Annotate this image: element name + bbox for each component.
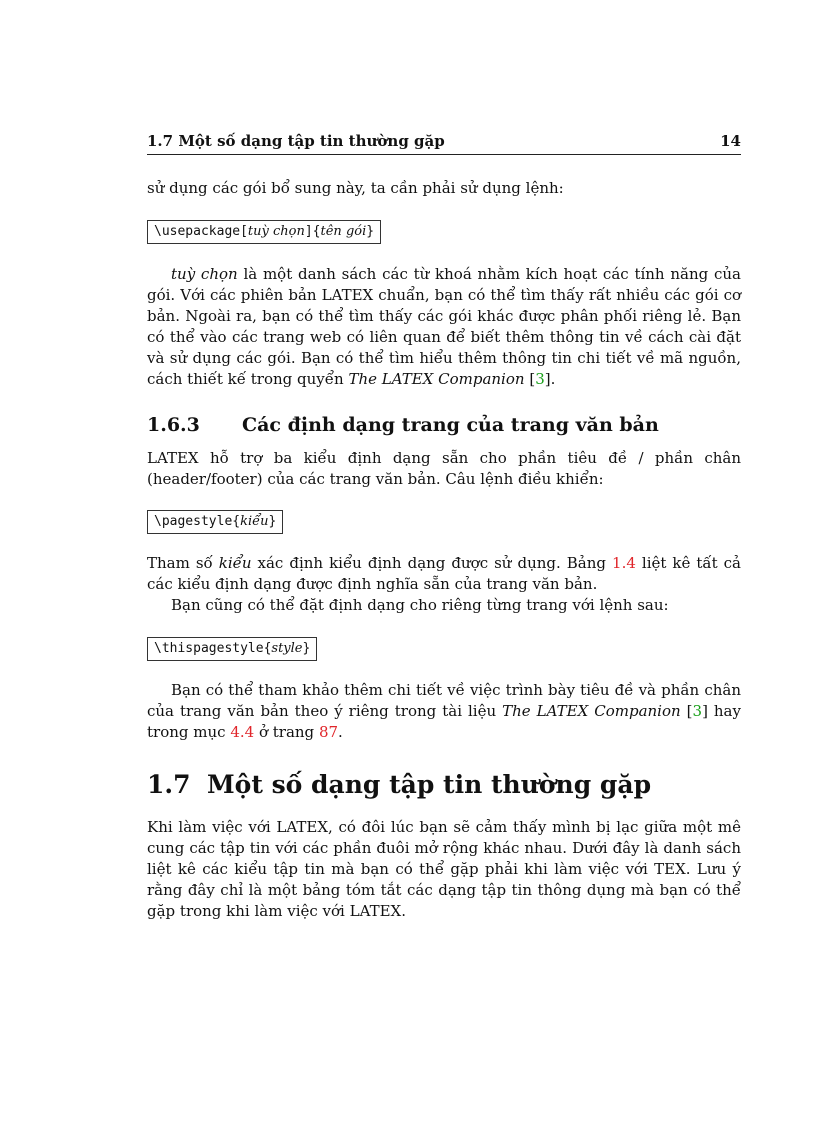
paragraph-param <box>147 553 741 595</box>
text: [ <box>680 702 693 720</box>
text: [ <box>524 370 536 388</box>
running-header <box>147 132 741 155</box>
paragraph-pagestyle: LATEX hỗ trợ ba kiểu định dạng sẵn cho phần tiêu đề / phần chân (header/footer) của các trang văn bản. Câu lệnh điều khiển: <box>147 449 741 488</box>
section-number: 1.6.3 <box>147 414 200 436</box>
term-options: tuỳ chọn <box>171 265 238 283</box>
text: xác định kiểu định dạng được sử dụng. Bảng <box>251 554 613 572</box>
code-arg: kiểu <box>240 514 269 529</box>
code-arg-package: tên gói <box>320 224 367 239</box>
book-title: The LATEX Companion <box>502 702 681 720</box>
term-kieu: kiểu <box>218 554 252 572</box>
section-title: Một số dạng tập tin thường gặp <box>207 770 652 799</box>
paragraph-file-types: Khi làm việc với LATEX, có đôi lúc bạn sẽ cảm thấy mình bị lạc giữa một mê cung các tập tin với các phần đuôi mở rộng khác nhau. Dưới đây là danh sách liệt kê các kiểu tập tin mà bạn có thể gặp phải khi làm việc với TEX. Lưu ý rằng đây chỉ là một bảng tóm tắt các dạng tập tin thông dụng mà bạn có thể gặp trong khi làm việc với LATEX. <box>147 818 741 920</box>
code-end: } <box>366 224 375 239</box>
text: ]. <box>544 370 556 388</box>
page-number: 14 <box>720 132 741 150</box>
section-number: 1.7 <box>147 770 191 799</box>
code-arg: style <box>271 641 303 656</box>
text: là một danh sách các từ khoá nhằm kích hoạt các tính năng của gói. Với các phiên bản LATEX chuẩn, bạn có thể tìm thấy rất nhiều các gói cơ bản. Ngoài ra, bạn có thể tìm thấy các gói khác được phân phối riêng lẻ. Bạn có thể vào các trang web có liên quan để biết thêm thông tin về cách cài đặt và sử dụng các gói. Bạn có thể tìm hiểu thêm thông tin chi tiết về mã nguồn, cách thiết kế trong quyển <box>147 265 741 388</box>
paragraph-intro: sử dụng các gói bổ sung này, ta cần phải sử dụng lệnh: <box>147 179 564 197</box>
code-pagestyle <box>147 510 283 534</box>
section-title: Các định dạng trang của trang văn bản <box>242 414 659 436</box>
citation-link[interactable]: 3 <box>535 370 545 388</box>
section-heading-1-7 <box>147 770 651 799</box>
book-title: The LATEX Companion <box>348 370 525 388</box>
code-end: } <box>268 514 277 529</box>
code-mid: ]{ <box>304 224 321 239</box>
code-thispagestyle <box>147 637 317 661</box>
section-ref-link[interactable]: 4.4 <box>230 723 255 741</box>
text: ở trang <box>254 723 319 741</box>
code-end: } <box>302 641 311 656</box>
code-arg-options: tuỳ chọn <box>247 224 305 239</box>
text: liệt kê tất cả các kiểu định dạng được định nghĩa sẵn của trang văn bản. <box>147 554 741 593</box>
table-ref-link[interactable]: 1.4 <box>612 554 636 572</box>
citation-link[interactable]: 3 <box>692 702 703 720</box>
text: . <box>338 723 343 741</box>
code-usepackage <box>147 220 381 244</box>
section-heading-1-6-3 <box>147 414 659 436</box>
code-cmd: \thispagestyle{ <box>154 641 272 656</box>
paragraph-more-info <box>147 680 741 743</box>
paragraph-options <box>147 264 741 390</box>
text: Tham số <box>147 554 219 572</box>
paragraph-single-page: Bạn cũng có thể đặt định dạng cho riêng từng trang với lệnh sau: <box>171 596 669 614</box>
code-cmd: \usepackage[ <box>154 224 248 239</box>
code-cmd: \pagestyle{ <box>154 514 241 529</box>
text: ] hay trong mục <box>147 702 741 741</box>
running-header-title: 1.7 Một số dạng tập tin thường gặp <box>147 132 445 150</box>
text: Bạn có thể tham khảo thêm chi tiết về việc trình bày tiêu đề và phần chân của trang văn bản theo ý riêng trong tài liệu <box>147 681 741 720</box>
page-ref-link[interactable]: 87 <box>318 723 339 741</box>
